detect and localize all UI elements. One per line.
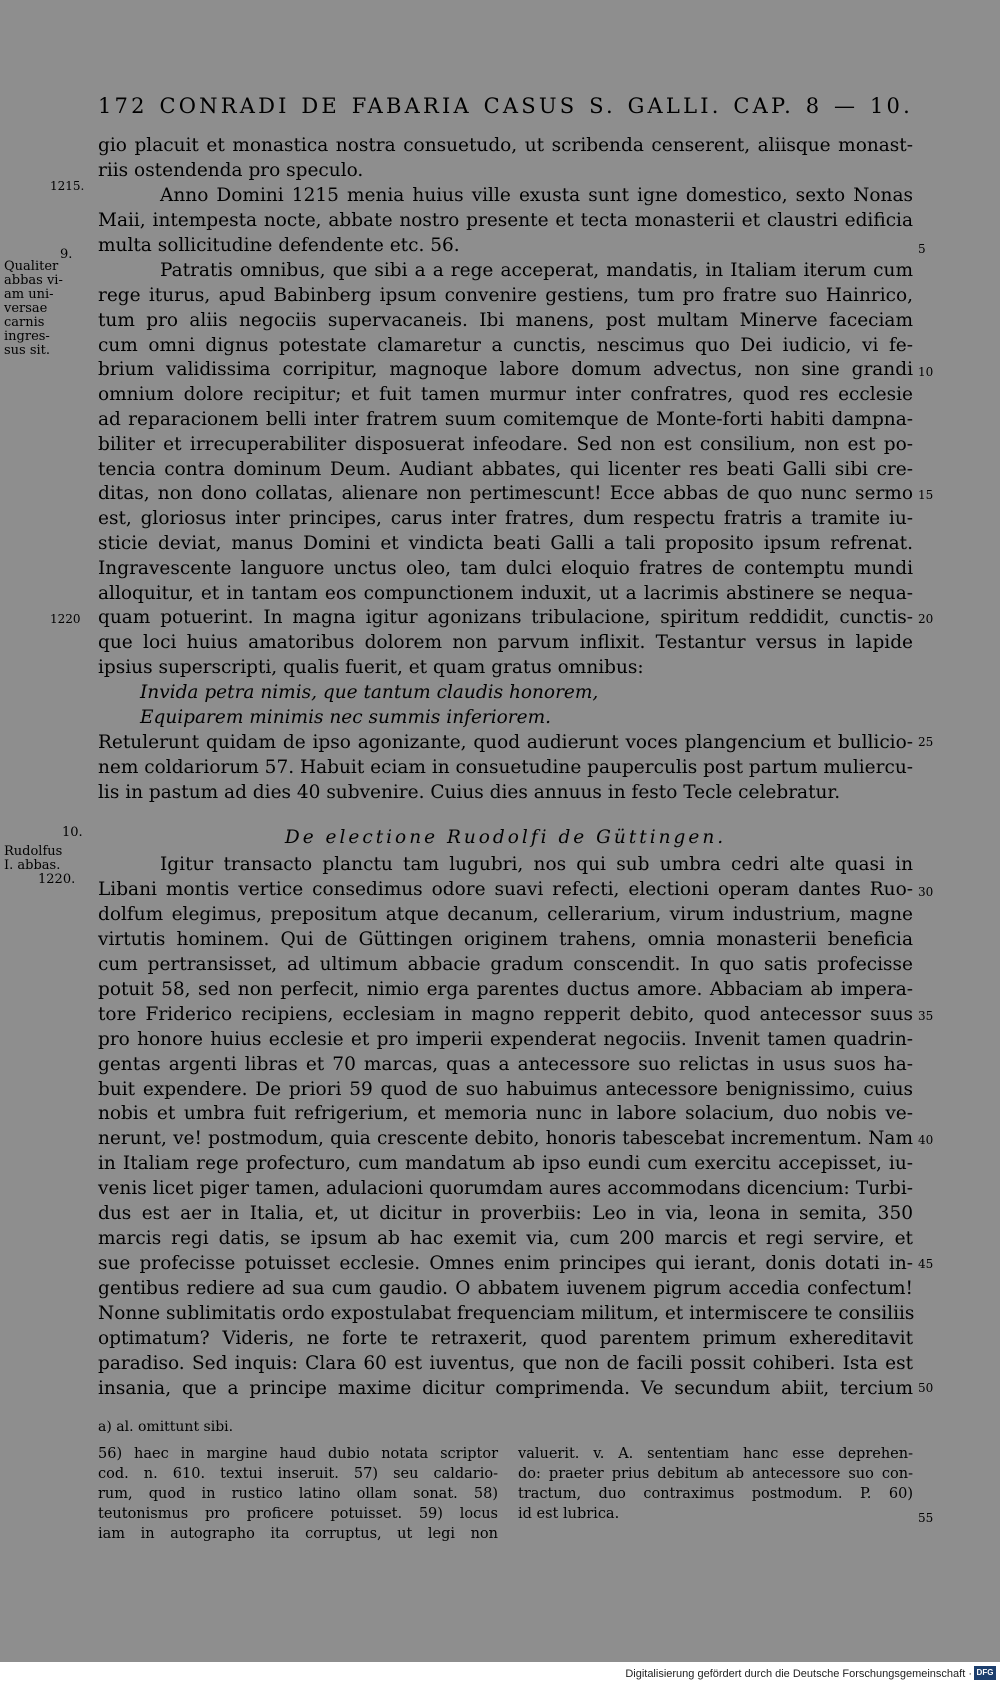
text-line: dolfum elegimus, prepositum atque decanum, cellerarium, virum industrium, magne (98, 904, 913, 925)
text-line: dus est aer in Italia, et, ut dicitur in proverbiis: Leo in via, leona in semita, 350 (98, 1203, 913, 1224)
text-line: omnium dolore recipitur; et fuit tamen murmur inter confratres, quod res ecclesie (98, 384, 913, 405)
text-line: Patratis omnibus, que sibi a a rege acceperat, mandatis, in Italiam iterum cum (160, 260, 913, 281)
page-number: 172 (98, 94, 148, 118)
text-line: insania, que a principe maxime dicitur comprimenda. Ve secundum abiit, tercium (98, 1378, 913, 1399)
footnote-line: do: praeter prius debitum ab antecessore suo con- (518, 1466, 913, 1482)
line-number: 15 (918, 488, 934, 502)
verse-line: Equiparem minimis nec summis inferiorem. (140, 707, 552, 728)
text-line: ditas, non dono collatas, alienare non pertimescunt! Ecce abbas de quo nunc sermo (98, 483, 913, 504)
text-line: riis ostendenda pro speculo. (98, 160, 364, 181)
text-line: quam potuerint. In magna igitur agonizans tribulacione, spiritum reddidit, cunctis- (98, 607, 913, 628)
footnote-line: cod. n. 610. textui inseruit. 57) seu caldario- (98, 1466, 498, 1482)
line-number: 35 (918, 1009, 934, 1023)
margin-chapter-10: 10. (62, 825, 83, 840)
text-line: que loci huius amatoribus dolorem non parvum inflixit. Testantur versus in lapide (98, 632, 913, 653)
text-line: Igitur transacto planctu tam lugubri, nos qui sub umbra cedri alte quasi in (160, 854, 913, 875)
text-line: nerunt, ve! postmodum, quia crescente debito, honoris tabescebat incrementum. Nam (98, 1128, 913, 1149)
footnote-line: rum, quod in rustico latino ollam sonat. 58) (98, 1486, 498, 1502)
text-line: buit expendere. De priori 59 quod de suo habuimus antecessore benignissimo, cuius (98, 1079, 913, 1100)
verse-line: Invida petra nimis, que tantum claudis honorem, (140, 682, 599, 703)
text-line: optimatum? Videris, ne forte te retraxerit, quod parentem primum exhereditavit (98, 1328, 913, 1349)
text-line: Maii, intempesta nocte, abbate nostro presente et tecta monasterii et claustri edificia (98, 210, 913, 231)
line-number: 30 (918, 885, 934, 899)
footnote-line: id est lubrica. (518, 1506, 620, 1522)
footnote-line: iam in autographo ita corruptus, ut legi non (98, 1526, 498, 1542)
text-line: paradiso. Sed inquis: Clara 60 est iuventus, que non de facili possit cohiberi. Ista est (98, 1353, 913, 1374)
text-line: gentas argenti libras et 70 marcas, quas a antecessore suo relictas in usus suos ha- (98, 1054, 913, 1075)
text-line: alloquitur, et in tantam eos compunctionem induxit, ut a lacrimis abstinere se nequa- (98, 583, 913, 604)
text-line: potuit 58, sed non perfecit, nimio erga parentes ductus amore. Abbaciam ab impera- (98, 979, 913, 1000)
text-line: Libani montis vertice consedimus odore suavi refecti, electioni operam dantes Ruo- (98, 879, 913, 900)
text-line: Ingravescente languore unctus oleo, tam dulci eloquio fratres de contemptu mundi (98, 558, 913, 579)
footnote-line: valuerit. v. A. sententiam hanc esse deprehen- (518, 1446, 913, 1462)
footnotes-left-column (98, 1444, 498, 1544)
running-header (98, 92, 913, 120)
chapter-range: CAP. 8 — 10. (733, 94, 913, 118)
text-line: gio placuit et monastica nostra consuetudo, ut scribenda censerent, aliisque monast- (98, 135, 913, 156)
text-line: tore Friderico recipiens, ecclesiam in magno repperit debito, quod antecessor suus (98, 1004, 913, 1025)
line-number: 45 (918, 1257, 934, 1271)
digitization-credit: Digitalisierung gefördert durch die Deutsche Forschungsgemeinschaft · (625, 1668, 972, 1680)
margin-chapter-9: 9. (60, 247, 73, 262)
margin-year-1215: 1215. (50, 179, 85, 193)
footnote-line: tractum, duo contraximus postmodum. P. 60) (518, 1486, 913, 1502)
text-line: ipsius superscripti, qualis fuerit, et quam gratus omnibus: (98, 657, 644, 678)
margin-note-ch9: Qualiter abbas vi- am uni- versae carnis ingres- sus sit. (4, 259, 63, 358)
text-line: biliter et irrecuperabiliter disposuerat infeodare. Sed non est consilium, non est po- (98, 434, 913, 455)
line-number: 20 (918, 612, 934, 626)
text-line: tencia contra dominum Deum. Audiant abbates, qui licenter res beati Galli sibi cre- (98, 459, 913, 480)
text-line: nobis et umbra fuit refrigerium, et memoria nunc in labore solacium, duo nobis ve- (98, 1103, 913, 1124)
text-line: lis in pastum ad dies 40 subvenire. Cuius dies annuus in festo Tecle celebratur. (98, 782, 841, 803)
text-line: venis licet piger tamen, adulacioni quorumdam aures accommodans dicencium: Turbi- (98, 1178, 913, 1199)
text-line: marcis regi datis, se ipsum ab hac exemit via, cum 200 marcis et regi servire, et (98, 1228, 913, 1249)
text-line: est, gloriosus inter principes, carus inter fratres, dum respectu fratris a tramite iu- (98, 508, 913, 529)
text-line: nem coldariorum 57. Habuit eciam in consuetudine pauperculis post partum muliercu- (98, 757, 913, 778)
text-line: Nonne sublimitatis ordo expostulabat frequenciam militum, et intermiscere te consiliis (98, 1303, 915, 1324)
section-heading: De electione Ruodolfi de Güttingen. (284, 827, 727, 848)
margin-note-ch10: Rudolfus I. abbas. 1220. (4, 844, 76, 887)
text-line: sticie deviat, manus Domini et vindicta beati Galli a tali proposito ipsum refrenat. (98, 533, 913, 554)
text-line: Anno Domini 1215 menia huius ville exusta sunt igne domestico, sexto Nonas (160, 185, 913, 206)
text-line: gentibus rediere ad sua cum gaudio. O abbatem iuvenem pigrum accedia confectum! (98, 1278, 913, 1299)
line-number: 10 (918, 365, 934, 379)
line-number: 50 (918, 1381, 934, 1395)
text-line: cum pertransisset, ad ultimum abbacie gradum conscendit. In quo satis profecisse (98, 954, 913, 975)
text-line: tum pro aliis negociis supervacaneis. Ibi manens, post multam Minerve faceciam (98, 310, 913, 331)
text-line: pro honore huius ecclesie et pro imperii expenderat negociis. Invenit tamen quadrin- (98, 1029, 913, 1050)
text-line: cum omni dignus potestate clamaretur a cunctis, nescimus quo Dei iudicio, vi fe- (98, 335, 913, 356)
footnotes-right-column (518, 1444, 913, 1524)
text-line: Retulerunt quidam de ipso agonizante, quod audierunt voces plangencium et bullicio- (98, 732, 913, 753)
footnote-line: 56) haec in margine haud dubio notata scriptor (98, 1446, 498, 1462)
running-title: CONRADI DE FABARIA CASUS S. GALLI. (159, 94, 722, 118)
text-line: rege iturus, apud Babinberg ipsum convenire gestiens, tum pro fratre suo Hainrico, (98, 285, 913, 306)
footnote-line: teutonismus pro proficere potuisset. 59) locus (98, 1506, 498, 1522)
text-line: brium validissima corripitur, magnoque labore domum advectus, non sine grandi (98, 359, 913, 380)
text-line: virtutis hominem. Qui de Güttingen originem trahens, omnia monasterii beneficia (98, 929, 913, 950)
line-number: 55 (918, 1511, 934, 1525)
text-line: ad reparacionem belli inter fratrem suum comitemque de Monte-forti habiti dampna- (98, 409, 913, 430)
dfg-logo: DFG (974, 1666, 996, 1680)
margin-year-1220: 1220 (50, 612, 81, 626)
text-line: in Italiam rege profecturo, cum mandatum ab ipso eundi cum exercitu accepisset, iu- (98, 1153, 913, 1174)
line-number: 40 (918, 1133, 934, 1147)
text-line: sue profecisse potuisset ecclesie. Omnes enim principes qui ierant, donis dotati in- (98, 1253, 913, 1274)
text-line: multa sollicitudine defendente etc. 56. (98, 235, 460, 256)
line-number: 5 (918, 242, 926, 256)
line-number: 25 (918, 735, 934, 749)
footnote-a: a) al. omittunt sibi. (98, 1419, 234, 1435)
